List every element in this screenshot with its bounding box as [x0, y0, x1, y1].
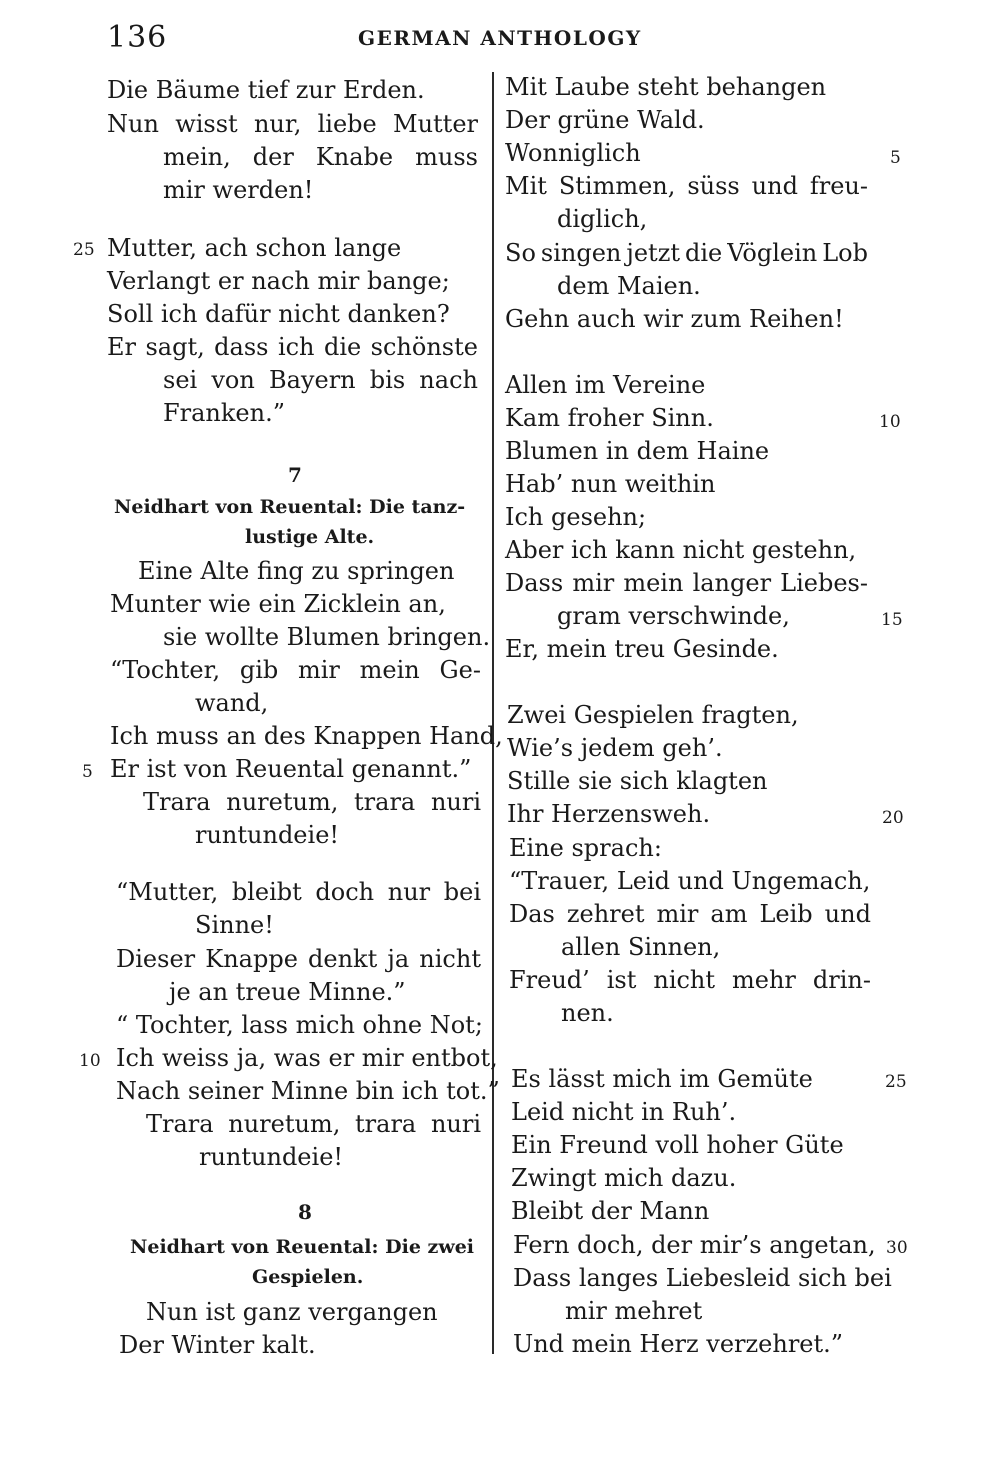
poem-line: Munter wie ein Zicklein an,: [110, 590, 446, 618]
poem-line: wand,: [195, 689, 269, 717]
poem-line: Blumen in dem Haine: [505, 437, 770, 465]
poem-line: “Tochter, gib mir mein Ge-: [110, 656, 481, 684]
poem-line: Er ist von Reuental genannt.”: [110, 755, 472, 783]
poem-line: mir mehret: [565, 1297, 703, 1325]
poem-line: Mit Laube steht behangen: [505, 73, 827, 101]
poem-line: “Mutter, bleibt doch nur bei: [116, 878, 481, 906]
page-number: 136: [107, 20, 168, 55]
poem-line: Fern doch, der mir’s angetan,: [513, 1231, 876, 1259]
section-heading: Neidhart von Reuental: Die tanz-: [114, 496, 466, 518]
poem-line: Hab’ nun weithin: [505, 470, 716, 498]
poem-line: Leid nicht in Ruh’.: [511, 1098, 737, 1126]
poem-line: Zwei Gespielen fragten,: [507, 701, 799, 729]
poem-line: Soll ich dafür nicht danken?: [107, 300, 450, 328]
line-number: 10: [79, 1051, 101, 1071]
poem-line: Dass langes Liebesleid sich bei: [513, 1264, 892, 1292]
poem-line: je an treue Minne.”: [169, 978, 406, 1006]
line-number: 30: [886, 1238, 908, 1258]
poem-line: So singen jetzt die Vöglein Lob: [505, 239, 868, 267]
line-number: 5: [82, 762, 93, 782]
poem-line: mein, der Knabe muss: [163, 143, 478, 171]
poem-line: mir werden!: [163, 176, 314, 204]
poem-line: Der grüne Wald.: [505, 106, 705, 134]
poem-line: Das zehret mir am Leib und: [509, 900, 871, 928]
poem-line: Ich gesehn;: [505, 503, 647, 531]
poem-line: Verlangt er nach mir bange;: [107, 267, 450, 295]
poem-line: Es lässt mich im Gemüte: [511, 1065, 813, 1093]
poem-line: Aber ich kann nicht gestehn,: [505, 536, 857, 564]
poem-line: Ein Freund voll hoher Güte: [511, 1131, 844, 1159]
poem-line: Bleibt der Mann: [511, 1197, 710, 1225]
poem-line: allen Sinnen,: [561, 933, 721, 961]
poem-line: diglich,: [557, 205, 648, 233]
poem-line: “ Tochter, lass mich ohne Not;: [116, 1011, 483, 1039]
poem-line: runtundeie!: [199, 1143, 344, 1171]
section-heading: lustige Alte.: [245, 526, 375, 548]
poem-line: sei von Bayern bis nach: [163, 366, 478, 394]
poem-line: Mit Stimmen, süss und freu-: [505, 172, 868, 200]
poem-line: dem Maien.: [557, 272, 701, 300]
poem-line: Eine Alte fing zu springen: [138, 557, 455, 585]
column-divider: [492, 72, 494, 1354]
line-number: 25: [885, 1072, 907, 1092]
poem-line: Freud’ ist nicht mehr drin-: [509, 966, 871, 994]
poem-line: Kam froher Sinn.: [505, 404, 714, 432]
poem-line: “Trauer, Leid und Ungemach,: [509, 867, 871, 895]
poem-line: Dieser Knappe denkt ja nicht: [116, 945, 481, 973]
poem-line: Stille sie sich klagten: [507, 767, 768, 795]
section-heading: Gespielen.: [252, 1266, 364, 1288]
poem-line: Ich weiss ja, was er mir entbot,: [116, 1044, 498, 1072]
line-number: 20: [882, 808, 904, 828]
poem-line: Sinne!: [195, 911, 274, 939]
poem-line: Er, mein treu Gesinde.: [505, 635, 779, 663]
poem-line: Er sagt, dass ich die schönste: [107, 333, 478, 361]
poem-line: Trara nuretum, trara nuri: [143, 788, 481, 816]
poem-line: runtundeie!: [195, 821, 340, 849]
poem-line: gram verschwinde,: [557, 602, 790, 630]
section-number: 8: [298, 1200, 312, 1224]
poem-line: Nun ist ganz vergangen: [146, 1298, 438, 1326]
poem-line: Und mein Herz verzehret.”: [513, 1330, 844, 1358]
line-number: 10: [879, 412, 901, 432]
poem-line: Trara nuretum, trara nuri: [146, 1110, 481, 1138]
poem-line: Ich muss an des Knappen Hand,: [110, 722, 503, 750]
poem-line: Ihr Herzensweh.: [507, 800, 711, 828]
poem-line: Wonniglich: [505, 139, 641, 167]
poem-line: Nach seiner Minne bin ich tot.”: [116, 1077, 500, 1105]
line-number: 5: [890, 148, 901, 168]
poem-line: Eine sprach:: [509, 834, 662, 862]
poem-line: nen.: [561, 999, 614, 1027]
poem-line: sie wollte Blumen bringen.: [163, 623, 491, 651]
section-number: 7: [288, 463, 302, 487]
poem-line: Wie’s jedem geh’.: [507, 734, 723, 762]
line-number: 25: [73, 240, 95, 260]
line-number: 15: [881, 610, 903, 630]
section-heading: Neidhart von Reuental: Die zwei: [130, 1236, 475, 1258]
poem-line: Allen im Vereine: [505, 371, 706, 399]
poem-line: Gehn auch wir zum Reihen!: [505, 305, 844, 333]
poem-line: Zwingt mich dazu.: [511, 1164, 737, 1192]
poem-line: Nun wisst nur, liebe Mutter: [107, 110, 478, 138]
poem-line: Dass mir mein langer Liebes-: [505, 569, 868, 597]
poem-line: Der Winter kalt.: [119, 1331, 316, 1359]
running-head: GERMAN ANTHOLOGY: [358, 26, 642, 50]
poem-line: Franken.”: [163, 399, 285, 427]
poem-line: Die Bäume tief zur Erden.: [107, 76, 425, 104]
poem-line: Mutter, ach schon lange: [107, 234, 402, 262]
